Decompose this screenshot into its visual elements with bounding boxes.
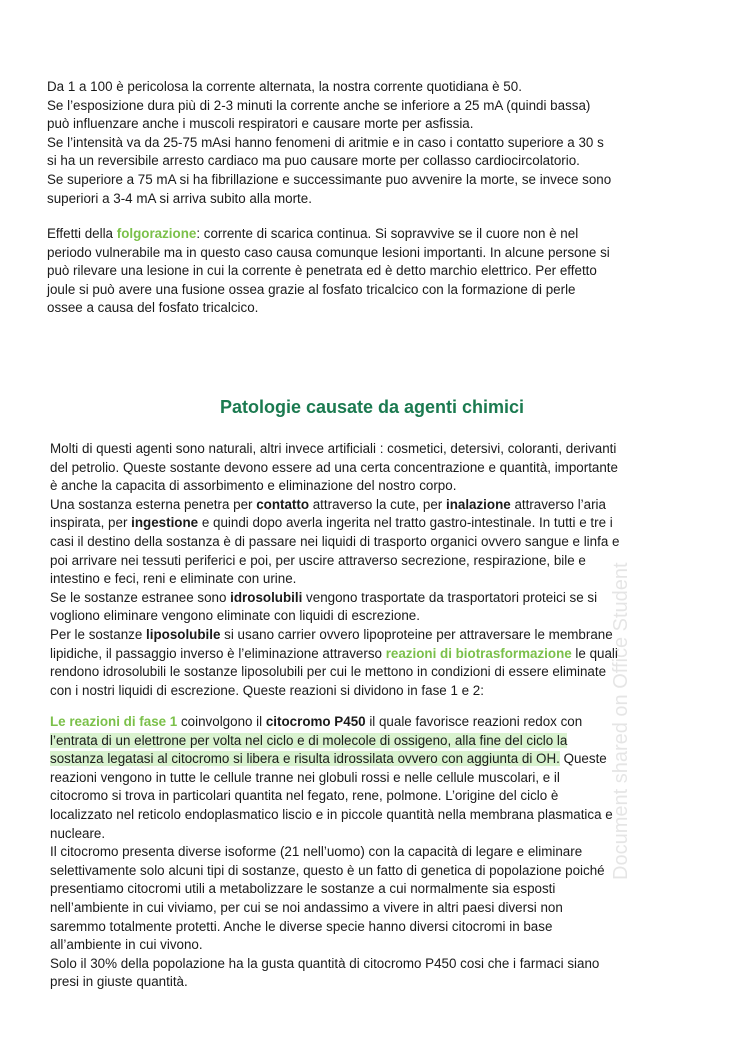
text-run: vengono trasportate da trasportatori proteici se si [302, 589, 598, 605]
text-run: attraverso l’aria [510, 496, 606, 512]
text-line: presentiamo citocromi utili a metabolizzare le sostanze a cui normalmente sia esposti [50, 881, 556, 897]
bold-term-idrosolubili: idrosolubili [230, 589, 303, 605]
text-run: : corrente di scarica continua. Si sopravvive se il cuore non è nel [196, 226, 579, 241]
watermark: Document shared on Office Student [610, 562, 632, 880]
highlighted-text: l’entrata di un elettrone per volta nel ciclo e di molecole di ossigeno, alla fine del ciclo la [50, 732, 568, 748]
text-run: si usano carrier ovvero lipoproteine per attraversare le membrane [220, 626, 613, 642]
text-line: nucleare. [50, 825, 106, 841]
highlighted-text: sostanza legatasi al citocromo si libera e risulta idrossilata ovvero con aggiunta di OH. [50, 751, 560, 767]
text-line: è anche la capacita di assorbimento e eliminazione del nostro corpo. [50, 478, 457, 494]
text-line: saremmo totalmente protetti. Anche le diverse specie hanno diversi citocromi in base [50, 918, 553, 934]
bold-term-contatto: contatto [256, 496, 310, 512]
text-line: casi il destino della sostanza è di passare nei liquidi di trasporto organici ovvero sangue e linfa e [50, 533, 620, 549]
text-line: periodo vulnerabile ma in questo caso causa comunque lesioni importanti. In alcune persone si [47, 244, 610, 260]
text-run: Effetti della [47, 226, 117, 241]
text-line: Molti di questi agenti sono naturali, altri invece artificiali : cosmetici, detersivi, coloranti, derivanti [50, 441, 617, 456]
text-run: le quali [571, 645, 618, 661]
text-line: superiori a 3-4 mA si arriva subito alla morte. [47, 190, 312, 206]
paragraph-folgorazione [47, 225, 707, 318]
text-line [50, 514, 710, 533]
text-line: può rilevare una lesione in cui la corrente è penetrata ed è detto marchio elettrico. Per effetto [47, 263, 597, 279]
text-line [50, 496, 710, 515]
section-heading: Patologie causate da agenti chimici [219, 397, 525, 417]
text-line: Se l’esposizione dura più di 2-3 minuti la corrente anche se inferiore a 25 mA (quindi bassa) [47, 97, 591, 113]
text-run: Queste [559, 751, 607, 767]
text-line: Da 1 a 100 è pericolosa la corrente alternata, la nostra corrente quotidiana è 50. [47, 79, 522, 94]
text-run: il quale favorisce reazioni redox con [365, 714, 583, 729]
text-run: attraverso la cute, per [309, 496, 446, 512]
text-run: Per le sostanze [50, 626, 147, 642]
text-line: Se l’intensità va da 25-75 mAsi hanno fenomeni di aritmie e in caso i contatto superiore a 30 s [47, 134, 604, 150]
text-line: selettivamente solo alcuni tipi di sostanze, questo è un fatto di genetica di popolazione poiché [50, 862, 605, 878]
text-run: Se le sostanze estranee sono [50, 589, 231, 605]
text-line: rendono idrosolubili le sostanze liposolubili per cui le mettono in condizioni di essere eliminate [50, 664, 607, 680]
text-line: presi in giuste quantità. [50, 974, 188, 990]
text-line: localizzato nel reticolo endoplasmatico liscio e in piccole quantità nella membrana plasmatica e [50, 806, 613, 822]
text-line: ossee a causa del fosfato tricalcico. [47, 300, 259, 316]
bold-term-liposolubile: liposolubile [146, 626, 221, 642]
text-line: vogliono eliminare vengono eliminate con liquidi di escrezione. [50, 608, 420, 624]
text-line: all’ambiente in cui vivono. [50, 937, 203, 953]
text-line: Se superiore a 75 mA si ha fibrillazione e successimante puo avvenire la morte, se invece sono [47, 171, 612, 187]
text-line: del petrolio. Queste sostante devono essere ad una certa concentrazione e quantità, importante [50, 459, 618, 475]
text-run: lipidiche, il passaggio inverso è l’eliminazione attraverso [50, 645, 386, 661]
text-line: può influenzare anche i muscoli respiratori e causare morte per asfissia. [47, 116, 474, 132]
text-line: Solo il 30% della popolazione ha la gusta quantità di citocromo P450 cosi che i farmaci siano [50, 955, 600, 971]
text-run: coinvolgono il [177, 714, 266, 729]
highlighted-term-biotrasformazione: reazioni di biotrasformazione [385, 645, 572, 661]
text-line: poi arrivare nei tessuti periferici e poi, per uscire attraverso secrezione, respirazione, bile e [50, 552, 586, 568]
text-line: nell’ambiente in cui viviamo, per cui se noi andassimo a vivere in altri paesi diversi non [50, 899, 563, 915]
text-line: reazioni vengono in tutte le cellule tranne nei globuli rossi e nelle cellule muscolari, e il [50, 769, 560, 785]
text-line: joule si può avere una fusione ossea grazie al fosfato tricalcico con la formazione di perle [47, 281, 576, 297]
text-line: Il citocromo presenta diverse isoforme (21 nell’uomo) con la capacità di legare e eliminare [50, 844, 583, 860]
text-line: con i nostri liquidi di escrezione. Queste reazioni si dividono in fase 1 e 2: [50, 682, 484, 698]
bold-term-inalazione: inalazione [445, 496, 511, 512]
text-run: inspirata, per [50, 515, 132, 531]
bold-term-ingestione: ingestione [131, 515, 199, 531]
text-line: intestino e feci, reni e eliminate con urine. [50, 571, 297, 587]
text-run: Una sostanza esterna penetra per [50, 496, 257, 512]
text-line: si ha un reversibile arresto cardiaco ma puo causare morte per collasso cardiocircolatorio. [47, 153, 580, 169]
bold-term-p450: citocromo P450 [265, 714, 366, 729]
highlighted-term-folgorazione: folgorazione [116, 226, 197, 241]
paragraph-electric-current [47, 78, 707, 208]
text-line [47, 225, 707, 244]
highlighted-term-fase1: Le reazioni di fase 1 [50, 714, 178, 729]
text-line: citocromo si trova in particolari quantita nel fegato, rene, polmone. L’origine del ciclo è [50, 788, 559, 804]
text-run: e quindi dopo averla ingerita nel tratto gastro-intestinale. In tutti e tre i [198, 515, 613, 531]
